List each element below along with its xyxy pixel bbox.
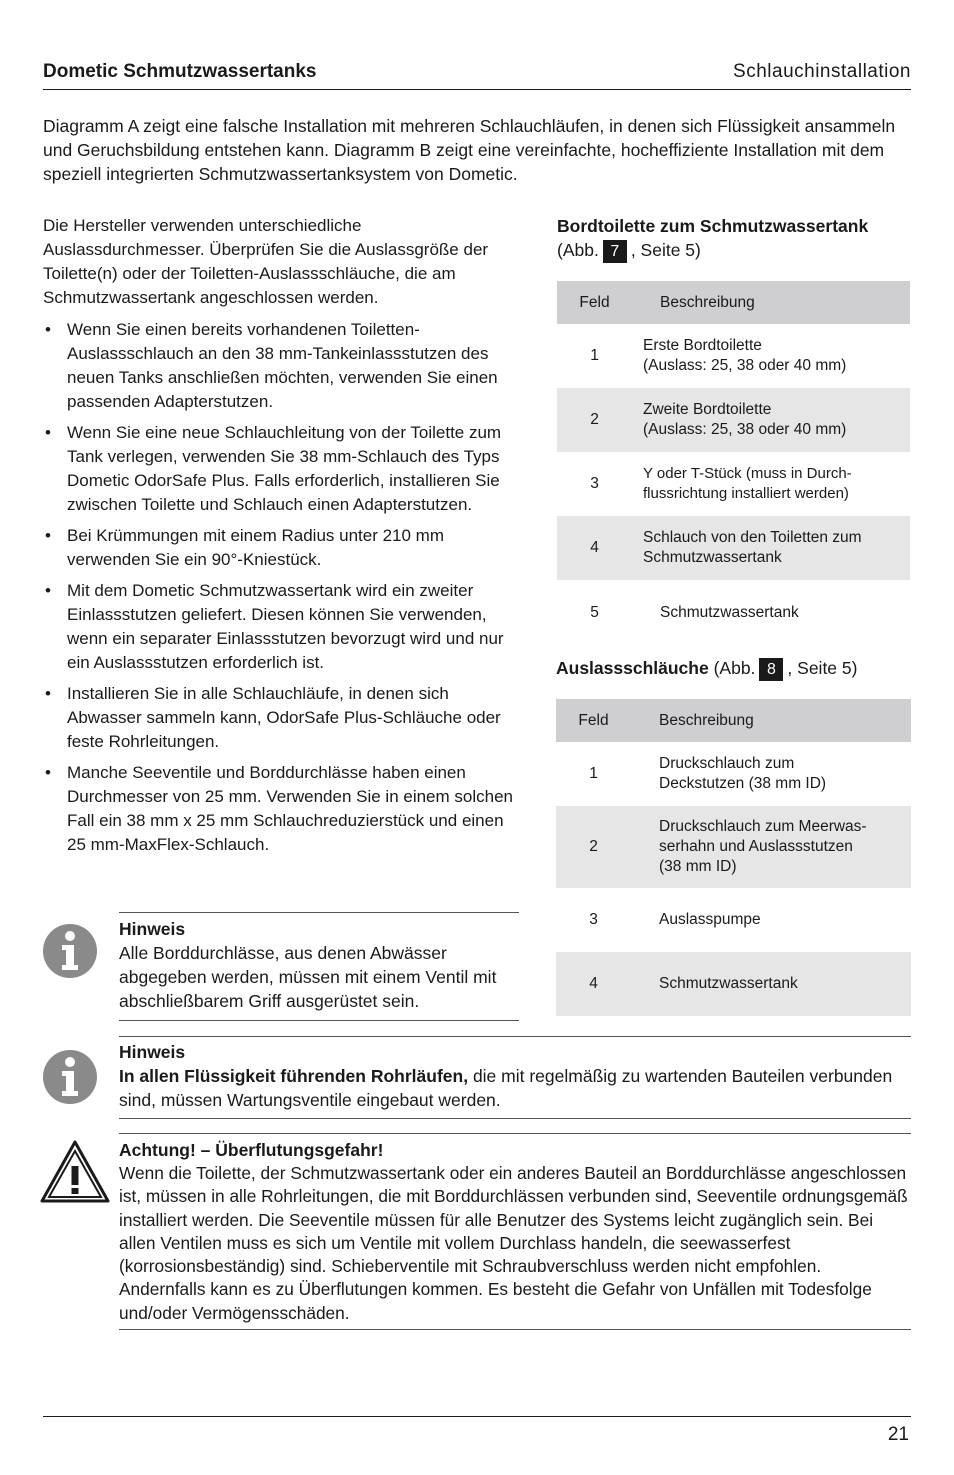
note1 <box>119 918 519 1013</box>
desc-line: Zweite Bordtoilette <box>643 401 772 418</box>
table-cell-desc <box>632 452 910 516</box>
table-row <box>557 580 910 646</box>
section1-title-prefix: (Abb. <box>557 240 599 260</box>
table-header-field: Feld <box>557 281 632 324</box>
footer-divider <box>43 1416 911 1417</box>
table-cell-desc: Schmutzwassertank <box>631 952 911 1016</box>
list-item <box>43 682 523 754</box>
list-item-text: Manche Seeventile und Borddurchlässe haben einen Durchmesser von 25 mm. Verwenden Sie in einem solchen Fall ein 38 mm x 25 mm Schlauchreduzierstück und einen 25 mm-MaxFlex-Schlauch. <box>67 763 513 854</box>
desc-line: Druckschlauch zum <box>659 755 795 772</box>
desc-line: (38 mm ID) <box>659 858 737 875</box>
warning-text: Wenn die Toilette, der Schmutzwassertank oder ein anderes Bauteil an Borddurchlässe angeschlossen ist, müssen in alle Rohrleitungen, die mit Borddurchlässen verbunden sind, Seeventile ordnungsgemäß installiert werden. Die Seeventile müssen für alle Benutzer des Systems leicht zugänglich sein. Bei allen Ventilen muss es sich um Ventile mit vollem Durchlass handeln, die seewasserfest (korrosionsbeständig) sind. Schieberventile mit Schraubverschluss werden nicht empfohlen. Andernfalls kann es zu Überflutungen kommen. Es besteht die Gefahr von Unfällen mit Todesfolge und/oder Vermögensschäden. <box>119 1163 908 1323</box>
table-toilet-to-tank <box>557 281 910 646</box>
bullet-dot: • <box>45 581 51 600</box>
table-row <box>557 516 910 580</box>
bullet-dot: • <box>45 526 51 545</box>
table-cell-desc: Auslasspumpe <box>659 911 761 928</box>
table-row <box>556 806 911 888</box>
list-item <box>43 761 523 857</box>
list-item <box>43 421 523 517</box>
table-header-row <box>557 281 910 324</box>
section2-title-suffix: , Seite 5) <box>787 658 858 678</box>
table-row <box>556 742 911 806</box>
desc-line: serhahn und Auslassstutzen <box>659 838 853 855</box>
list-item-text: Installieren Sie in alle Schlauchläufe, in denen sich Abwasser sammeln kann, OdorSafe Plus-Schläuche oder feste Rohrleitungen. <box>67 684 501 751</box>
table-cell-desc <box>631 806 911 888</box>
left-paragraph: Die Hersteller verwenden unterschiedliche Auslassdurchmesser. Überprüfen Sie die Auslassgröße der Toilette(n) oder der Toiletten-Auslassschläuche, die am Schmutzwassertank angeschlossen werden. <box>43 216 489 307</box>
section2-title-bold: Auslassschläuche <box>556 658 709 678</box>
table-cell-num: 3 <box>590 475 599 492</box>
section-title: Schlauchinstallation <box>733 61 911 82</box>
section1-title-suffix: , Seite 5) <box>630 240 701 260</box>
table-cell-desc <box>632 324 910 388</box>
section2-title <box>556 656 916 681</box>
table-row <box>556 952 911 1016</box>
list-item-text: Bei Krümmungen mit einem Radius unter 210 mm verwenden Sie ein 90°-Kniestück. <box>67 526 444 569</box>
table-cell-num: 2 <box>557 388 632 452</box>
section1-title-bold: Bordtoilette zum Schmutzwassertank <box>557 216 869 236</box>
desc-line: (Auslass: 25, 38 oder 40 mm) <box>643 357 847 374</box>
table-cell-desc: Schmutzwassertank <box>660 604 799 621</box>
warning-triangle-icon <box>40 1140 110 1204</box>
warning-top-rule <box>119 1133 911 1134</box>
desc-line: Druckschlauch zum Meerwas- <box>659 818 867 835</box>
intro-paragraph: Diagramm A zeigt eine falsche Installation mit mehreren Schlauchläufen, in denen sich Flüssigkeit ansammeln und Geruchsbildung entstehen kann. Diagramm B zeigt eine vereinfachte, hocheffiziente Installation mit dem speziell integrierten Schmutzwassertanksystem von Dometic. <box>43 116 896 184</box>
note2-title: Hinweis <box>119 1042 186 1062</box>
table-cell-desc <box>632 388 910 452</box>
bullet-list <box>43 318 523 857</box>
note1-text: Alle Borddurchlässe, aus denen Abwässer abgegeben werden, müssen mit einem Ventil mit abschließbarem Griff ausgerüstet sein. <box>119 943 497 1011</box>
bullet-dot: • <box>45 320 51 339</box>
table-cell-num: 1 <box>589 765 598 782</box>
document-title: Dometic Schmutzwassertanks <box>43 61 317 82</box>
note1-top-rule <box>119 912 519 913</box>
desc-line: flussrichtung installiert werden) <box>643 485 849 502</box>
table-cell-num: 4 <box>557 516 632 580</box>
note2-bottom-rule <box>119 1118 911 1119</box>
note2-text-bold: In allen Flüssigkeit führenden Rohrläufen, <box>119 1066 469 1086</box>
note2-top-rule <box>119 1036 911 1037</box>
table-cell-num: 4 <box>556 952 631 1016</box>
table-row <box>556 888 911 952</box>
desc-line: Schlauch von den Toiletten zum <box>643 529 862 546</box>
section2-title-prefix: (Abb. <box>713 658 756 678</box>
list-item <box>43 318 523 414</box>
desc-line: Schmutzwassertank <box>643 549 782 566</box>
table-cell-desc <box>632 516 910 580</box>
table-row <box>557 388 910 452</box>
table-cell-num: 1 <box>590 347 599 364</box>
desc-line: Y oder T-Stück (muss in Durch- <box>643 465 852 482</box>
warning-bottom-rule <box>119 1329 911 1330</box>
desc-line: (Auslass: 25, 38 oder 40 mm) <box>643 421 847 438</box>
figure-badge: 7 <box>603 240 627 263</box>
note1-title: Hinweis <box>119 919 186 939</box>
table-header-description: Beschreibung <box>632 281 910 324</box>
table-cell-num: 3 <box>589 911 598 928</box>
warning-title: Achtung! – Überflutungsgefahr! <box>119 1140 384 1160</box>
list-item-text: Wenn Sie eine neue Schlauchleitung von der Toilette zum Tank verlegen, verwenden Sie 38 mm-Schlauch des Typs Dometic OdorSafe Plus. Falls erforderlich, installieren Sie zwischen Toilette und Schlauch einen Adapterstutzen. <box>67 423 502 514</box>
warning <box>119 1139 911 1325</box>
note2-text-rest: die mit regelmäßig zu wartenden Bauteilen verbunden sind, müssen Wartungsventile eingebaut werden. <box>119 1066 893 1110</box>
header-divider <box>43 89 911 90</box>
desc-line: Deckstutzen (38 mm ID) <box>659 775 827 792</box>
table-header-field: Feld <box>556 699 631 742</box>
table-header-description: Beschreibung <box>631 699 911 742</box>
table-cell-desc <box>631 742 911 806</box>
bullet-dot: • <box>45 423 51 442</box>
note2-text <box>119 1064 911 1112</box>
list-item-text: Wenn Sie einen bereits vorhandenen Toiletten-Auslassschlauch an den 38 mm-Tankeinlassstutzen des neuen Tanks anschließen möchten, verwenden Sie einen passenden Adapterstutzen. <box>67 320 498 411</box>
table-header-row <box>556 699 911 742</box>
table-row <box>557 324 910 388</box>
bullet-dot: • <box>45 763 51 782</box>
page-number: 21 <box>887 1424 909 1445</box>
info-icon <box>43 1050 97 1104</box>
note1-bottom-rule <box>119 1020 519 1021</box>
list-item <box>43 579 523 675</box>
figure-badge: 8 <box>759 658 783 681</box>
table-outlet-hoses <box>556 699 911 1016</box>
table-row <box>557 452 910 516</box>
note2 <box>119 1041 911 1112</box>
table-cell-num: 2 <box>556 806 631 888</box>
info-icon <box>43 924 97 978</box>
table-cell-num: 5 <box>590 604 599 621</box>
bullet-dot: • <box>45 684 51 703</box>
desc-line: Erste Bordtoilette <box>643 337 762 354</box>
list-item-text: Mit dem Dometic Schmutzwassertank wird ein zweiter Einlassstutzen geliefert. Diesen können Sie verwenden, wenn ein separater Einlassstutzen bevorzugt wird und nur ein Auslassstutzen erforderlich ist. <box>67 581 504 672</box>
left-column <box>43 214 523 864</box>
section1-title <box>557 214 917 263</box>
list-item <box>43 524 523 572</box>
